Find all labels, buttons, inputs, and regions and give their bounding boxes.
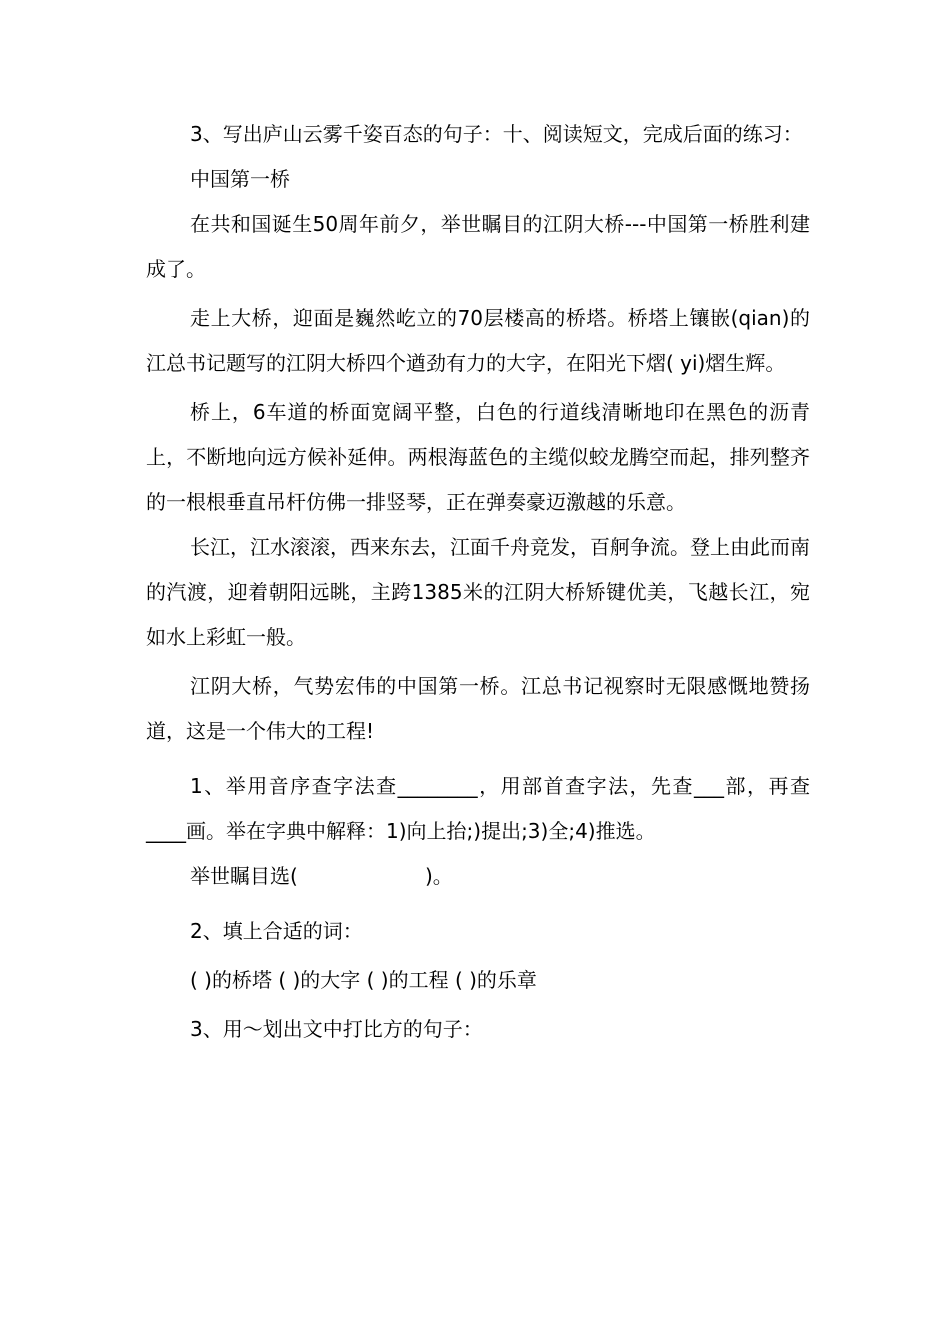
article-title: 中国第一桥 <box>190 167 290 191</box>
article-paragraph-2: 走上大桥，迎面是巍然屹立的70层楼高的桥塔。桥塔上镶嵌(qian)的江总书记题写的江阴大桥四个遒劲有力的大字，在阳光下熠( yi)熠生辉。 <box>146 306 810 375</box>
question-3-lushan: 3、写出庐山云雾千姿百态的句子：十、阅读短文，完成后面的练习： <box>190 122 803 146</box>
document-page <box>146 112 810 1052</box>
article-paragraph-3: 桥上，6车道的桥面宽阔平整，白色的行道线清晰地印在黑色的沥青上，不断地向远方候补延伸。两根海蓝色的主缆似蛟龙腾空而起，排列整齐的一根根垂直吊杆仿佛一排竖琴，正在弹奏豪迈激越的乐意。 <box>146 400 810 514</box>
article-paragraph-4: 长江，江水滚滚，西来东去，江面千舟竞发，百舸争流。登上由此而南的汽渡，迎着朝阳远眺，主跨1385米的江阴大桥矫键优美，飞越长江，宛如水上彩虹一般。 <box>146 535 810 649</box>
article-paragraph-5: 江阴大桥，气势宏伟的中国第一桥。江总书记视察时无限感慨地赞扬道，这是一个伟大的工程! <box>146 674 810 743</box>
exercise-1: 1、举用音序查字法查________，用部首查字法，先查___部，再查____画。举在字典中解释：1)向上抬;)提出;3)全;4)推选。 <box>146 774 810 843</box>
article-paragraph-1: 在共和国诞生50周年前夕，举世瞩目的江阴大桥---中国第一桥胜利建成了。 <box>146 212 810 281</box>
exercise-2-heading: 2、填上合适的词： <box>190 919 363 943</box>
exercise-2-blanks: ( )的桥塔 ( )的大字 ( )的工程 ( )的乐章 <box>190 968 537 992</box>
exercise-3: 3、用～划出文中打比方的句子： <box>190 1017 483 1041</box>
exercise-1-choice: 举世瞩目选( )。 <box>190 864 453 888</box>
